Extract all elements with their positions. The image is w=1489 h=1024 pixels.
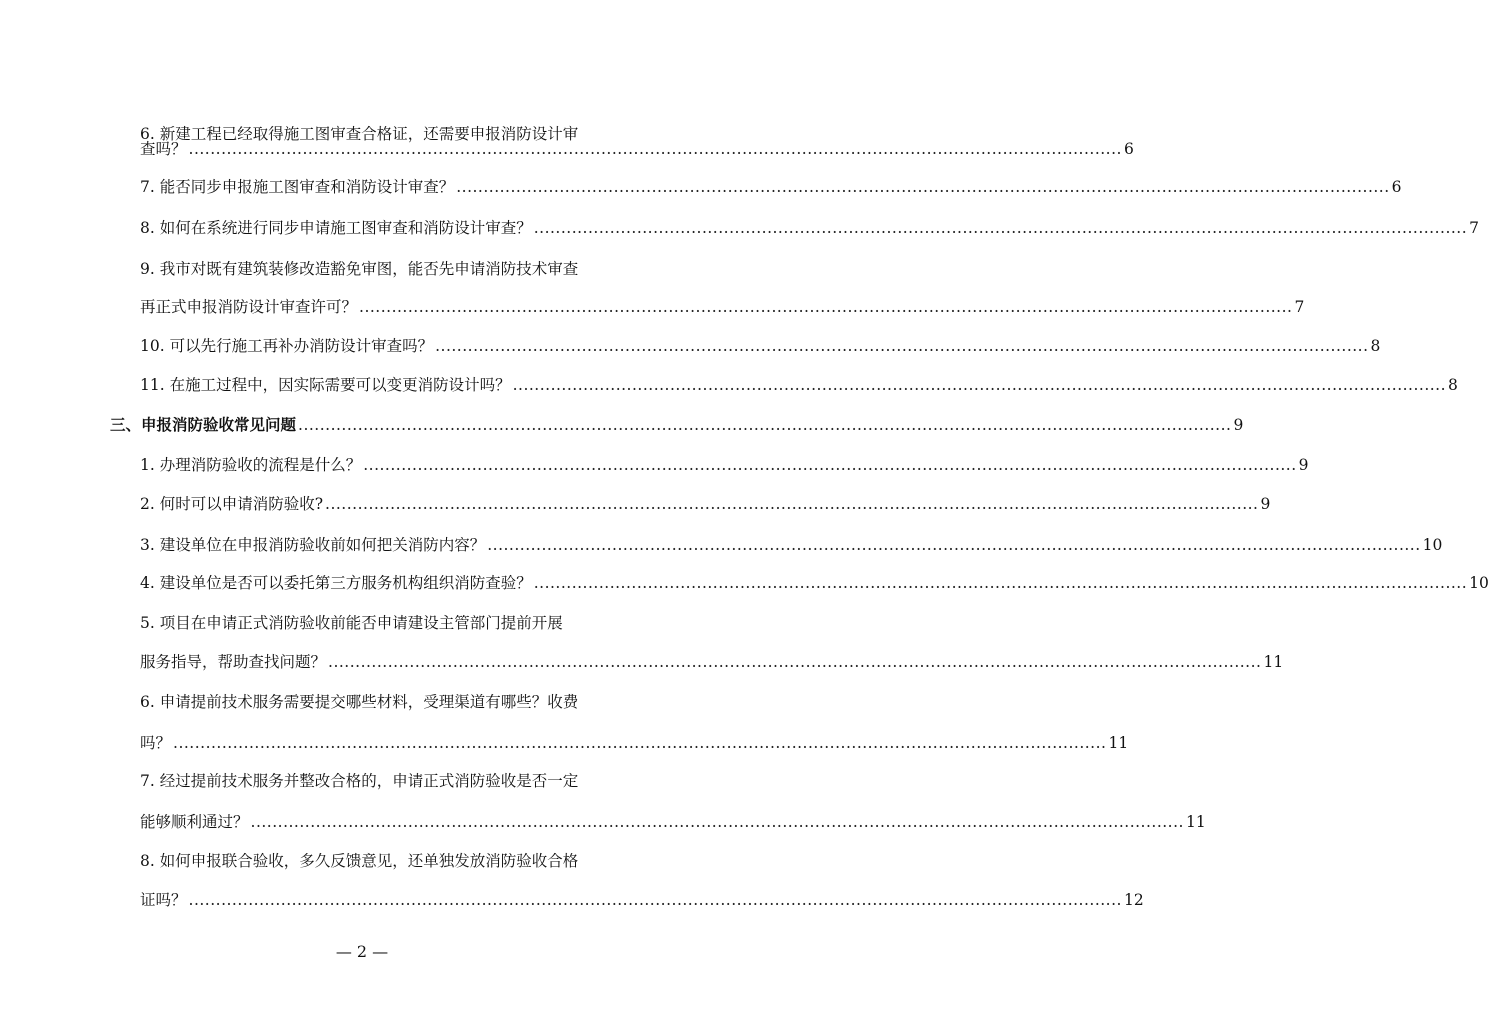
toc-page-number: 6 — [1391, 178, 1402, 196]
toc-entry-text: 8. 如何申报联合验收，多久反馈意见，还单独发放消防验收合格 — [140, 852, 579, 870]
toc-page-number: 11 — [1108, 734, 1129, 752]
toc-entry-text: 8. 如何在系统进行同步申请施工图审查和消防设计审查？ — [140, 219, 532, 237]
toc-entry-text: 5. 项目在申请正式消防验收前能否申请建设主管部门提前开展 — [140, 614, 563, 632]
toc-entry-text: 再正式申报消防设计审查许可？ — [140, 298, 358, 316]
toc-entry[interactable] — [0, 649, 1284, 675]
toc-entry[interactable] — [0, 610, 724, 636]
leader-dots: ............................................................................................................................................................................ — [533, 219, 1468, 237]
toc-entry-text: 11. 在施工过程中，因实际需要可以变更消防设计吗？ — [140, 376, 511, 394]
toc-entry-text: 4. 建设单位是否可以委托第三方服务机构组织消防查验？ — [140, 574, 532, 592]
toc-page-number: 9 — [1233, 416, 1244, 434]
toc-page-number: 12 — [1123, 891, 1144, 909]
toc-entry-text: 10. 可以先行施工再补办消防设计审查吗？ — [140, 337, 434, 355]
leader-dots: ............................................................................................................................................................................ — [188, 140, 1122, 158]
toc-entry[interactable] — [0, 887, 1144, 913]
toc-entry[interactable] — [0, 136, 1134, 162]
toc-entry[interactable] — [0, 570, 1489, 596]
toc-entry[interactable] — [0, 730, 1129, 756]
toc-entry-text: 服务指导，帮助查找问题？ — [140, 653, 327, 671]
toc-entry[interactable] — [0, 256, 724, 282]
toc-page-number: 10 — [1469, 574, 1489, 592]
toc-entry-text: 7. 能否同步申报施工图审查和消防设计审查？ — [140, 178, 455, 196]
toc-entry-text: 吗？ — [140, 734, 172, 752]
toc-entry[interactable] — [0, 491, 1271, 517]
leader-dots: ............................................................................................................................................................................ — [512, 376, 1447, 394]
toc-entry-text: 查吗？ — [140, 140, 187, 158]
leader-dots: ............................................................................................................................................................................ — [250, 813, 1184, 831]
toc-entry-text: 2. 何时可以申请消防验收? — [140, 495, 324, 513]
leader-dots: ............................................................................................................................................................................ — [298, 416, 1232, 434]
toc-entry[interactable] — [0, 174, 1402, 200]
toc-entry[interactable] — [0, 532, 1443, 558]
toc-page-number: 7 — [1294, 298, 1305, 316]
toc-page-number: 7 — [1469, 219, 1480, 237]
toc-entry-text: 3. 建设单位在申报消防验收前如何把关消防内容？ — [140, 536, 486, 554]
page-number-footer: — 2 — — [335, 942, 389, 961]
toc-page-number: 8 — [1370, 337, 1381, 355]
leader-dots: ............................................................................................................................................................................ — [363, 456, 1297, 474]
toc-entry[interactable] — [0, 809, 1206, 835]
leader-dots: ............................................................................................................................................................................ — [487, 536, 1421, 554]
toc-heading-text: 三、申报消防验收常见问题 — [110, 415, 297, 434]
toc-entry[interactable] — [0, 848, 724, 874]
toc-section-heading[interactable] — [0, 412, 1244, 438]
toc-page-number: 10 — [1422, 536, 1443, 554]
toc-entry[interactable] — [0, 689, 724, 715]
toc-entry-text: 1. 办理消防验收的流程是什么？ — [140, 456, 362, 474]
toc-entry[interactable] — [0, 452, 1309, 478]
toc-page-number: 11 — [1263, 653, 1284, 671]
toc-entry-text: 6. 申请提前技术服务需要提交哪些材料，受理渠道有哪些？收费 — [140, 693, 579, 711]
toc-entry-text: 6. 新建工程已经取得施工图审查合格证，还需要申报消防设计审 — [140, 125, 579, 143]
toc-entry[interactable] — [0, 768, 724, 794]
toc-page-number: 9 — [1260, 495, 1271, 513]
toc-page-number: 11 — [1185, 813, 1206, 831]
leader-dots: ............................................................................................................................................................................ — [456, 178, 1390, 196]
toc-entry[interactable] — [0, 372, 1458, 398]
leader-dots: ............................................................................................................................................................................ — [359, 298, 1293, 316]
leader-dots: ............................................................................................................................................................................ — [435, 337, 1369, 355]
toc-page-number: 8 — [1448, 376, 1458, 394]
toc-entry-text: 7. 经过提前技术服务并整改合格的，申请正式消防验收是否一定 — [140, 772, 579, 790]
toc-page-number: 9 — [1298, 456, 1309, 474]
toc-entry-text: 9. 我市对既有建筑装修改造豁免审图，能否先申请消防技术审查 — [140, 260, 579, 278]
toc-page-number: 6 — [1123, 140, 1134, 158]
toc-entry[interactable] — [0, 215, 1480, 241]
toc-entry[interactable] — [0, 294, 1305, 320]
toc-entry-text: 能够顺利通过？ — [140, 813, 249, 831]
leader-dots: ............................................................................................................................................................................ — [188, 891, 1122, 909]
toc-entry[interactable] — [0, 333, 1381, 359]
leader-dots: ............................................................................................................................................................................ — [325, 495, 1259, 513]
leader-dots: ............................................................................................................................................................................ — [173, 734, 1107, 752]
toc-entry-text: 证吗？ — [140, 891, 187, 909]
leader-dots: ............................................................................................................................................................................ — [328, 653, 1262, 671]
leader-dots: ............................................................................................................................................................................ — [533, 574, 1468, 592]
